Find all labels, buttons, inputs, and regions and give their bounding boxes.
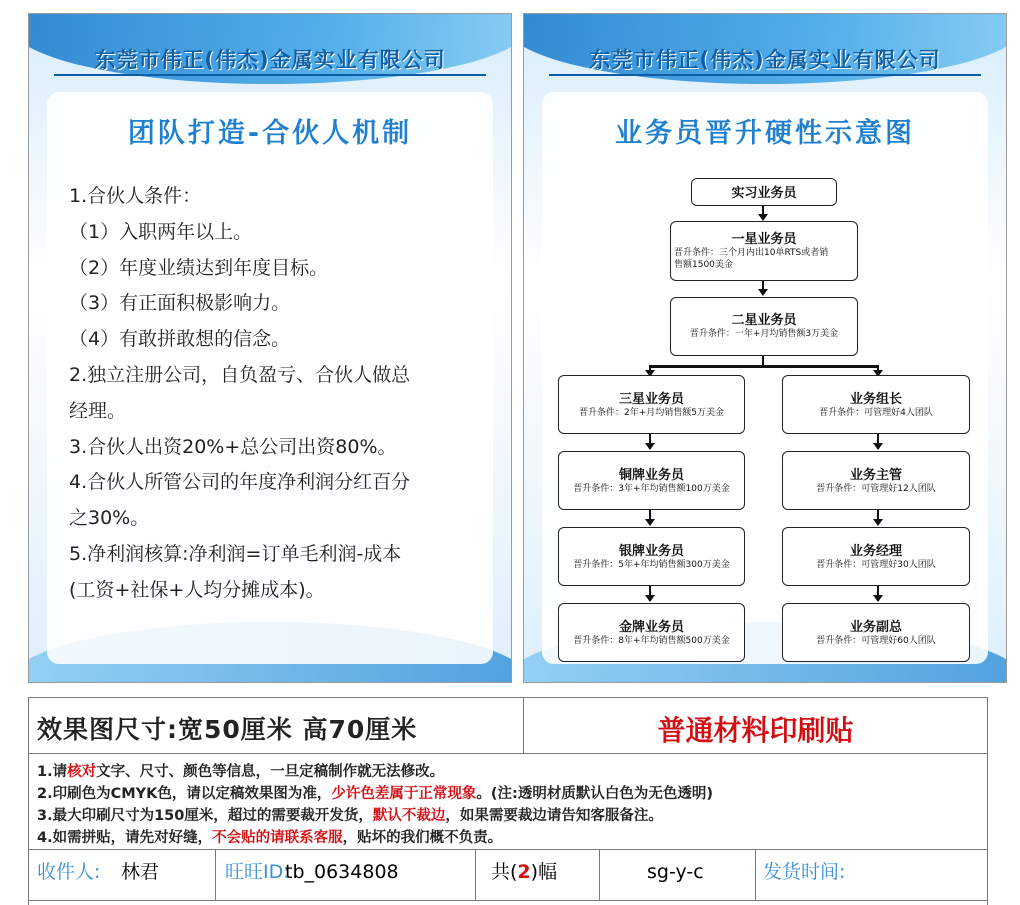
body-line: 经理。 — [69, 399, 127, 422]
box-three-star — [558, 375, 745, 434]
box-title: 金牌业务员 — [618, 620, 684, 635]
size-row — [29, 698, 987, 754]
material-label: 普通材料印刷贴 — [657, 714, 854, 747]
note-line: 3.最大印刷尺寸为150厘米，超过的需要裁开发货，默认不裁边，如果需要裁边请告知客服备注。 — [37, 808, 663, 824]
poster-promotion-chart — [523, 13, 1007, 683]
box-intern — [691, 178, 837, 206]
company-name: 东莞市伟正(伟杰)金属实业有限公司 — [589, 48, 941, 72]
body-line: 4.合伙人所管公司的年度净利润分红百分 — [69, 471, 411, 494]
box-title: 实习业务员 — [731, 186, 797, 201]
order-info-table — [28, 697, 988, 905]
body-line: （3）有正面积极影响力。 — [69, 292, 291, 315]
arrow-icon — [645, 595, 655, 602]
box-one-star — [670, 221, 858, 281]
divider — [215, 850, 216, 900]
box-condition: 晋升条件：可管理好60人团队 — [816, 636, 936, 646]
box-supervisor — [782, 451, 970, 510]
wangwang-label: 旺旺ID: — [225, 861, 290, 883]
box-title: 铜牌业务员 — [618, 468, 684, 483]
box-condition: 晋升条件：8年+年均销售额500万美金 — [573, 636, 730, 646]
shipping-row — [29, 849, 987, 901]
company-name: 东莞市伟正(伟杰)金属实业有限公司 — [94, 48, 446, 72]
count-label: 共(2)幅 — [491, 861, 558, 883]
product-code: sg-y-c — [647, 861, 704, 883]
arrow-icon — [645, 519, 655, 526]
recipient-label: 收件人: — [37, 861, 101, 883]
divider — [599, 850, 600, 900]
arrow-icon — [873, 519, 883, 526]
partner-conditions — [69, 179, 497, 609]
body-line: (工资+社保+人均分摊成本)。 — [69, 578, 325, 601]
box-condition: 晋升条件：一年+月均销售额3万美金 — [689, 329, 839, 339]
box-condition: 晋升条件：三个月内出10单RTS或者销 — [674, 248, 829, 258]
box-title: 业务副总 — [849, 620, 902, 635]
box-title: 二星业务员 — [731, 313, 797, 328]
body-line: 2.独立注册公司，自负盈亏、合伙人做总 — [69, 363, 411, 386]
box-vice-president — [782, 603, 970, 662]
poster-title: 团队打造-合伙人机制 — [127, 118, 413, 149]
arrow-icon — [645, 443, 655, 450]
arrow-icon — [873, 595, 883, 602]
box-silver — [558, 527, 745, 586]
notes — [37, 761, 713, 849]
branch-connector — [649, 365, 879, 368]
body-line: （4）有敢拼敢想的信念。 — [69, 328, 291, 351]
divider — [755, 850, 756, 900]
body-line: 1.合伙人条件： — [69, 185, 202, 207]
box-title: 银牌业务员 — [618, 544, 684, 559]
count-value: 2 — [517, 861, 531, 883]
poster-partner-mechanism — [28, 13, 512, 683]
box-team-leader — [782, 375, 970, 434]
body-line: （2）年度业绩达到年度目标。 — [69, 256, 329, 279]
wangwang-value: tb_0634808 — [285, 861, 399, 883]
ship-time-label: 发货时间: — [763, 861, 846, 883]
box-manager — [782, 527, 970, 586]
company-underline — [54, 74, 486, 76]
recipient-value: 林君 — [121, 861, 160, 883]
body-line: 5.净利润核算:净利润=订单毛利润-成本 — [69, 542, 402, 565]
note-line: 4.如需拼贴，请先对好缝，不会贴的请联系客服，贴坏的我们概不负责。 — [37, 830, 503, 846]
note-line: 1.请核对文字、尺寸、颜色等信息，一旦定稿制作就无法修改。 — [37, 764, 445, 780]
box-condition: 晋升条件：可管理好4人团队 — [819, 408, 933, 418]
arrow-icon — [873, 443, 883, 450]
box-condition: 售额1500美金 — [674, 260, 733, 270]
body-line: （1）入职两年以上。 — [69, 220, 253, 243]
size-label: 效果图尺寸:宽50厘米 高70厘米 — [37, 715, 418, 744]
box-condition: 晋升条件：5年+年均销售额300万美金 — [573, 560, 730, 570]
box-title: 三星业务员 — [618, 392, 684, 407]
company-underline — [549, 74, 981, 76]
box-gold — [558, 603, 745, 662]
body-line: 之30%。 — [69, 507, 150, 530]
box-condition: 晋升条件：可管理好30人团队 — [816, 560, 936, 570]
divider — [475, 850, 476, 900]
note-line: 2.印刷色为CMYK色，请以定稿效果图为准，少许色差属于正常现象。(注:透明材质默认白色为无色透明) — [37, 786, 713, 802]
box-title: 一星业务员 — [731, 232, 797, 247]
box-bronze — [558, 451, 745, 510]
arrow-icon — [758, 214, 768, 221]
box-title: 业务组长 — [849, 392, 902, 407]
box-two-star — [670, 297, 858, 356]
body-line: 3.合伙人出资20%+总公司出资80%。 — [69, 435, 397, 458]
box-condition: 晋升条件：3年+年均销售额100万美金 — [573, 484, 730, 494]
box-title: 业务经理 — [849, 544, 902, 559]
box-condition: 晋升条件：可管理好12人团队 — [816, 484, 936, 494]
box-title: 业务主管 — [849, 468, 902, 483]
poster-title: 业务员晋升硬性示意图 — [615, 118, 915, 149]
box-condition: 晋升条件：2年+月均销售额5万美金 — [579, 408, 724, 418]
arrow-icon — [758, 289, 768, 296]
